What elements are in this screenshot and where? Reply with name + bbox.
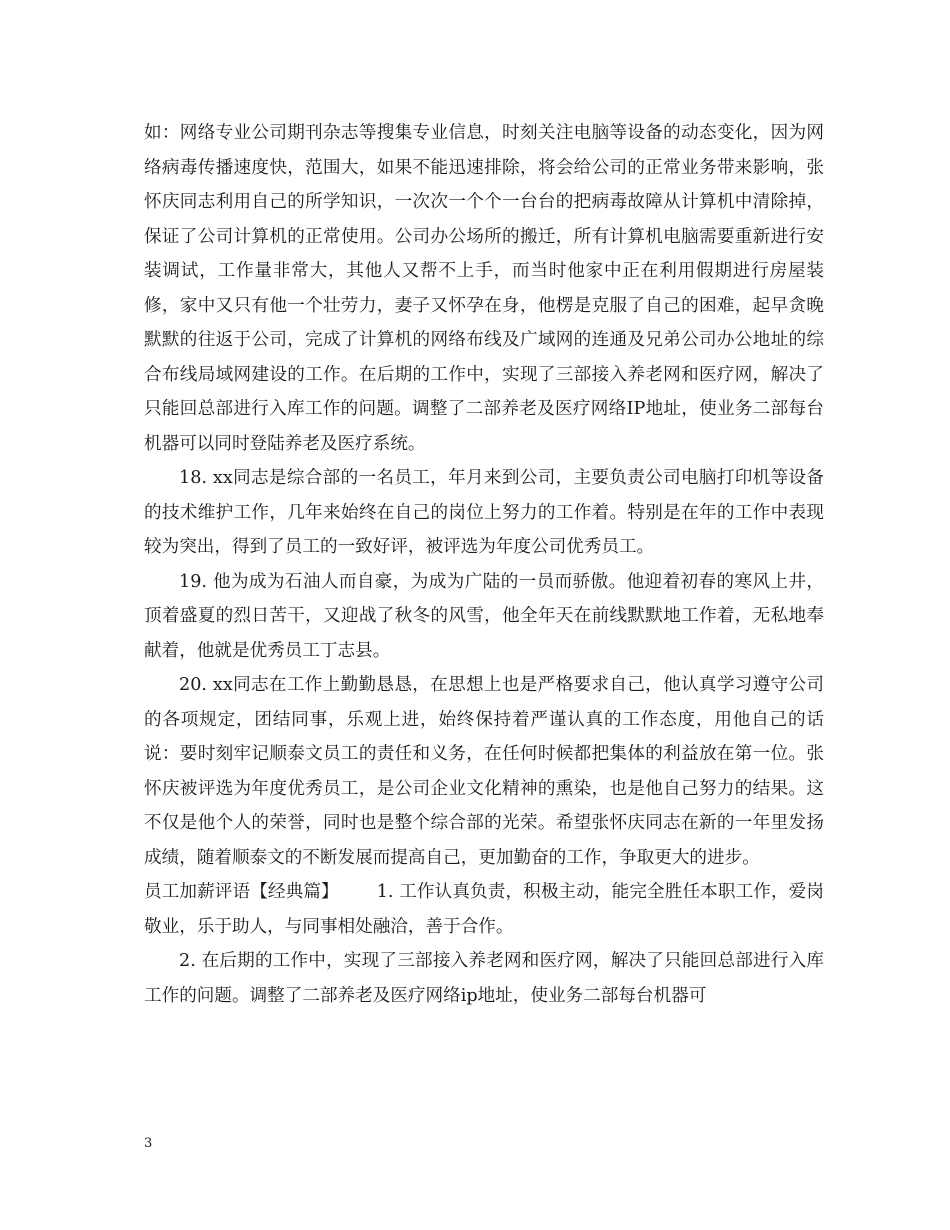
page-number: 3 (144, 1136, 153, 1151)
paragraph-item-1-text: 1. 工作认真负责，积极主动，能完全胜任本职工作，爱岗敬业，乐于助人，与同事相处融洽，善于合作。 (144, 882, 824, 937)
paragraph-section-start (144, 875, 824, 944)
paragraph-item-20: 20. xx同志在工作上勤勤恳恳，在思想上也是严格要求自己，他认真学习遵守公司的各项规定，团结同事，乐观上进，始终保持着严谨认真的工作态度，用他自己的话说：要时刻牢记顺泰文员工的责任和义务，在任何时候都把集体的利益放在第一位。张怀庆被评选为年度优秀员工，是公司企业文化精神的熏染，也是他自己努力的结果。这不仅是他个人的荣誉，同时也是整个综合部的光荣。希望张怀庆同志在新的一年里发扬成绩，随着顺泰文的不断发展而提高自己，更加勤奋的工作，争取更大的进步。 (144, 675, 824, 868)
section-heading: 员工加薪评语【经典篇】 (144, 882, 339, 902)
paragraph-item-2: 2. 在后期的工作中，实现了三部接入养老网和医疗网，解决了只能回总部进行入库工作的问题。调整了二部养老及医疗网络ip地址，使业务二部每台机器可 (144, 951, 824, 1006)
paragraph-continuation: 如：网络专业公司期刊杂志等搜集专业信息，时刻关注电脑等设备的动态变化，因为网络病毒传播速度快，范围大，如果不能迅速排除，将会给公司的正常业务带来影响，张怀庆同志利用自己的所学知识，一次次一个个一台台的把病毒故障从计算机中清除掉，保证了公司计算机的正常使用。公司办公场所的搬迁，所有计算机电脑需要重新进行安装调试，工作量非常大，其他人又帮不上手，而当时他家中正在利用假期进行房屋装修，家中又只有他一个壮劳力，妻子又怀孕在身，他楞是克服了自己的困难，起早贪晚默默的往返于公司，完成了计算机的网络布线及广域网的连通及兄弟公司办公地址的综合布线局域网建设的工作。在后期的工作中，实现了三部接入养老网和医疗网，解决了只能回总部进行入库工作的问题。调整了二部养老及医疗网络IP地址，使业务二部每台机器可以同时登陆养老及医疗系统。 (144, 123, 824, 454)
body-text (144, 116, 824, 1013)
paragraph-item-19: 19. 他为成为石油人而自豪，为成为广陆的一员而骄傲。他迎着初春的寒风上井，顶着盛夏的烈日苦干，又迎战了秋冬的风雪，他全年天在前线默默地工作着，无私地奉献着，他就是优秀员工丁志县。 (144, 571, 824, 661)
paragraph-item-18: 18. xx同志是综合部的一名员工，年月来到公司，主要负责公司电脑打印机等设备的技术维护工作，几年来始终在自己的岗位上努力的工作着。特别是在年的工作中表现较为突出，得到了员工的一致好评，被评选为年度公司优秀员工。 (144, 468, 824, 557)
